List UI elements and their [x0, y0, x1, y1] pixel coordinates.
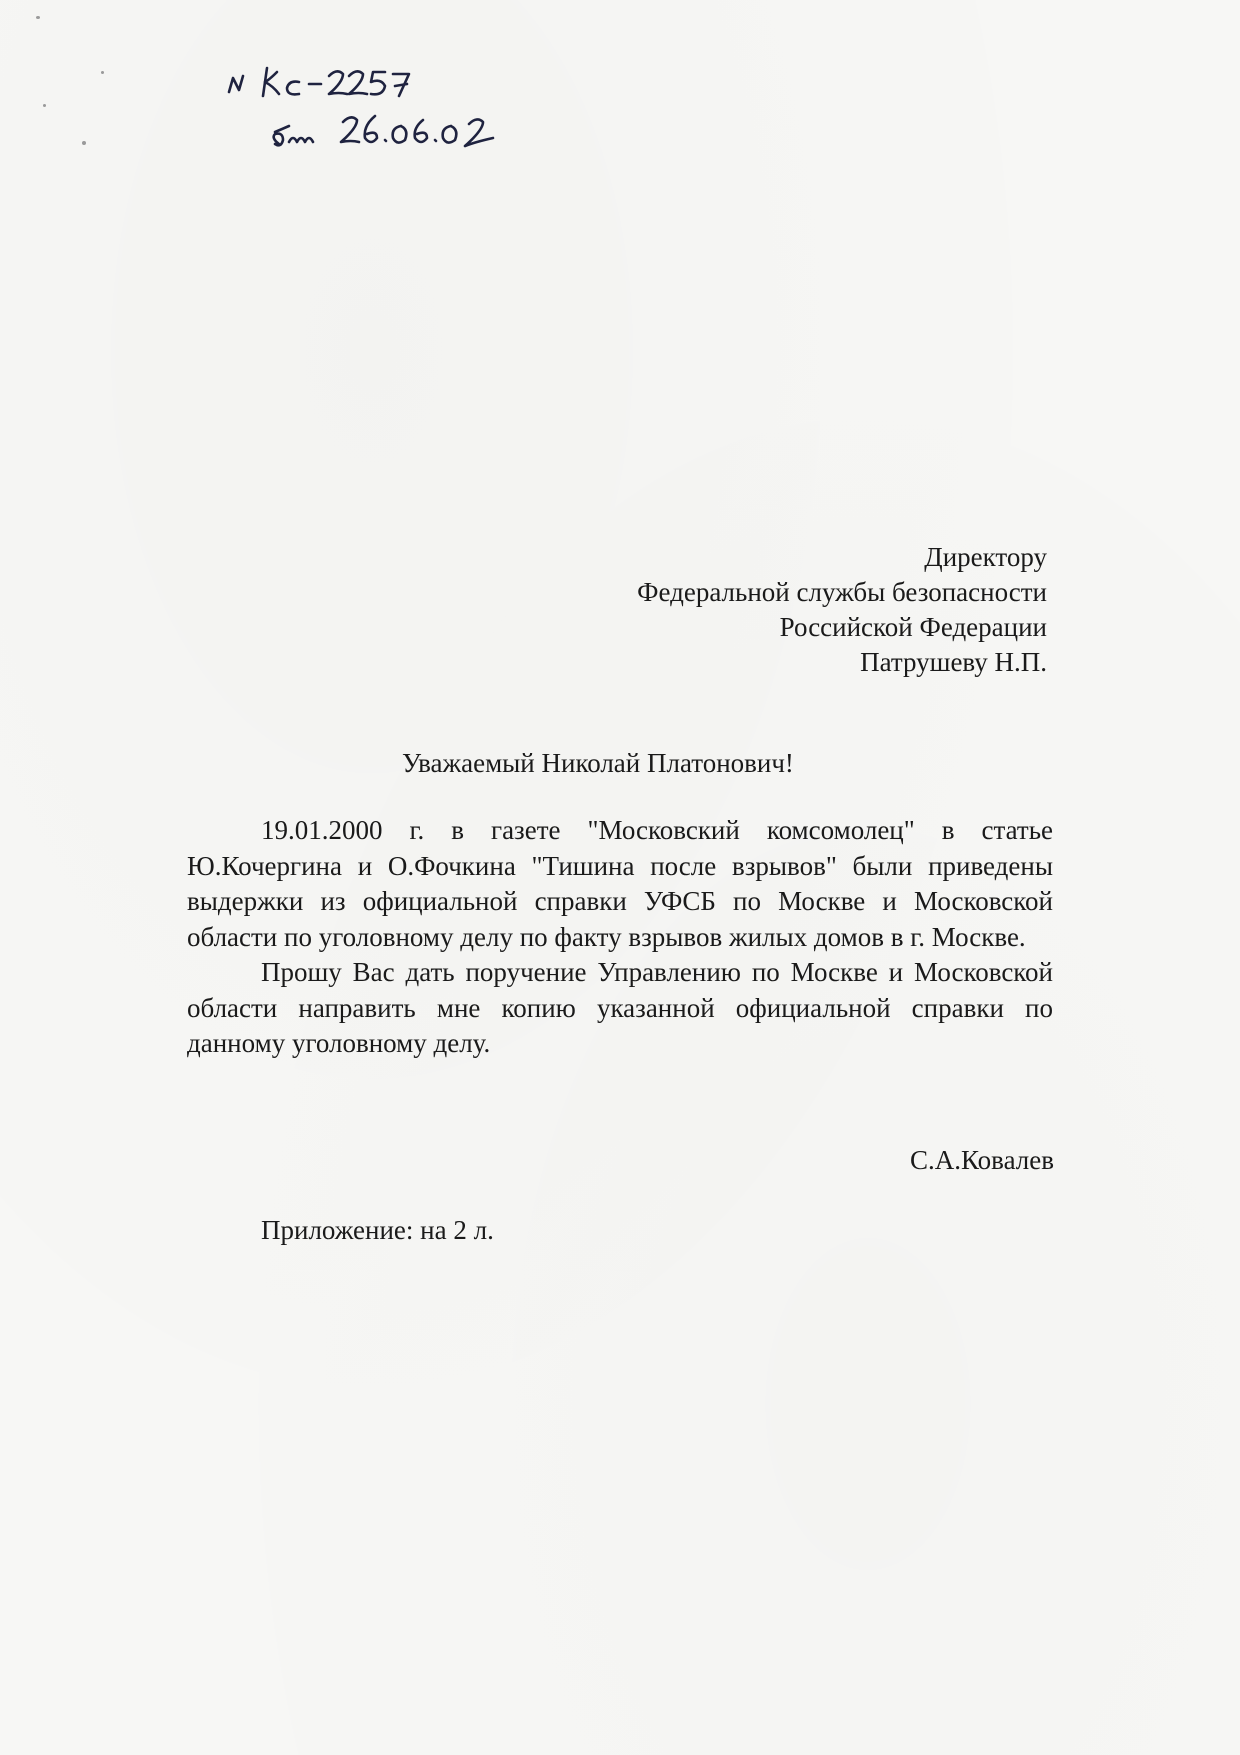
addressee-line: Федеральной службы безопасности — [637, 577, 1047, 607]
scan-speck — [36, 16, 40, 19]
salutation: Уважаемый Николай Платонович! — [402, 748, 794, 778]
addressee-line: Директору — [924, 542, 1047, 572]
letter-body — [187, 813, 1053, 1062]
scan-speck — [43, 104, 46, 107]
addressee-line: Российской Федерации — [779, 612, 1047, 642]
body-paragraph: 19.01.2000 г. в газете "Московский комсомолец" в статье Ю.Кочергина и О.Фочкина "Тишина после взрывов" были приведены выдержки из официальной справки УФСБ по Москве и Московской области по уголовному делу по факту взрывов жилых домов в г. Москве. — [187, 815, 1053, 952]
attachment-note: Приложение: на 2 л. — [261, 1215, 494, 1245]
signature-name: С.А.Ковалев — [910, 1145, 1054, 1175]
handwriting-strokes — [225, 62, 545, 172]
scan-speck — [101, 71, 104, 74]
handwritten-registration-note — [225, 62, 545, 172]
body-paragraph: Прошу Вас дать поручение Управлению по Москве и Московской области направить мне копию указанной официальной справки по данному уголовному делу. — [187, 957, 1053, 1058]
addressee-block — [637, 540, 1047, 680]
addressee-line: Патрушеву Н.П. — [860, 647, 1047, 677]
scan-speck — [82, 141, 86, 145]
